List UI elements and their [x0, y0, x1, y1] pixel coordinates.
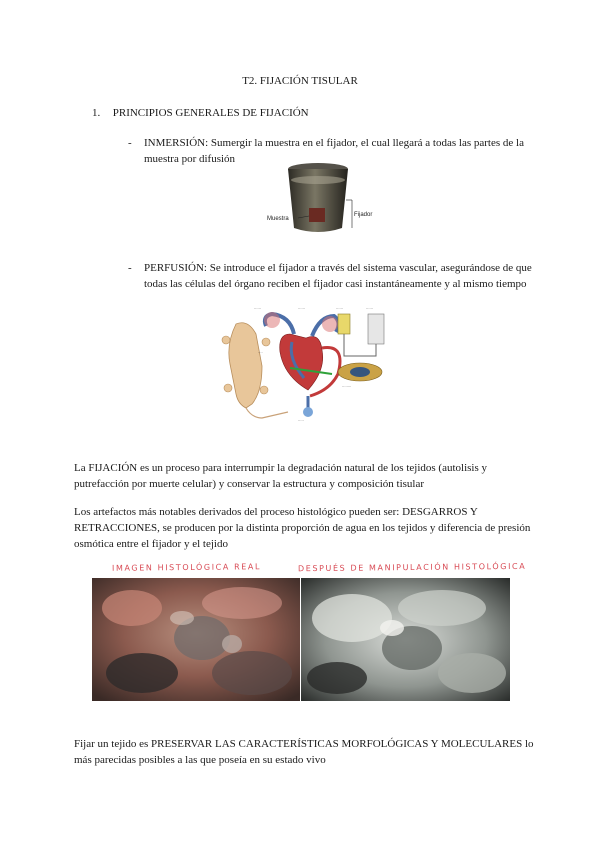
immersion-figure: [262, 160, 394, 240]
fixative-label: Fijador: [354, 212, 373, 218]
svg-text:·····: ·····: [298, 419, 304, 423]
sample-block: [309, 208, 325, 222]
handwritten-label-left: IMAGEN HISTOLÓGICA REAL: [111, 562, 262, 573]
sample-label: Muestra: [267, 216, 289, 222]
bullet-dash: -: [128, 137, 132, 149]
page-title: T2. FIJACIÓN TISULAR: [242, 75, 358, 87]
bullet-text: PERFUSIÓN: Se introduce el fijador a través del sistema vascular, asegurándose de que todas las células del órgano reciben el fijador casi instantáneamente y al mismo tiempo: [144, 262, 532, 290]
fixative-surface: [291, 176, 345, 184]
section-heading: [92, 105, 309, 121]
lower-organ: [303, 407, 313, 417]
svg-text:······: ······: [254, 307, 261, 311]
tissue-comparison-photos: [92, 578, 510, 701]
rat-illustration: [222, 323, 288, 418]
section-title: PRINCIPIOS GENERALES DE FIJACIÓN: [112, 107, 309, 119]
handwritten-label-right: DESPUÉS DE MANIPULACIÓN HISTOLÓGICA: [297, 561, 527, 574]
svg-text:······: ······: [366, 307, 373, 311]
heart-illustration: [264, 312, 340, 396]
fresh-tissue-photo: [92, 578, 300, 701]
svg-text:······: ······: [336, 307, 343, 311]
svg-text:····: ····: [258, 351, 263, 355]
perfusion-diagram: [218, 304, 394, 428]
bullet-text: INMERSIÓN: Sumergir la muestra en el fijador, el cual llegará a todas las partes de la muestra por difusión: [144, 137, 524, 165]
svg-text:········: ········: [342, 385, 352, 389]
fixed-tissue-photo: [301, 578, 510, 701]
bullet-dash: -: [128, 262, 132, 274]
paragraph-fijacion: La FIJACIÓN es un proceso para interrumpir la degradación natural de los tejidos (autolisis y putrefacción por muerte celular) y conservar la estructura y composición tisular: [74, 462, 487, 490]
paragraph-definicion: Fijar un tejido es PRESERVAR LAS CARACTERÍSTICAS MORFOLÓGICAS Y MOLECULARES lo más parecidas posibles a las que poseía en su estado vivo: [74, 738, 534, 766]
paragraph-artefactos: Los artefactos más notables derivados del proceso histológico pueden ser: DESGARROS Y RETRACCIONES, se producen por la distinta proporción de agua en los tejidos y diferencia de presión osmótica entre el fijador y el tejido: [74, 506, 531, 550]
svg-text:······: ······: [298, 307, 305, 311]
section-number: 1.: [92, 107, 101, 119]
